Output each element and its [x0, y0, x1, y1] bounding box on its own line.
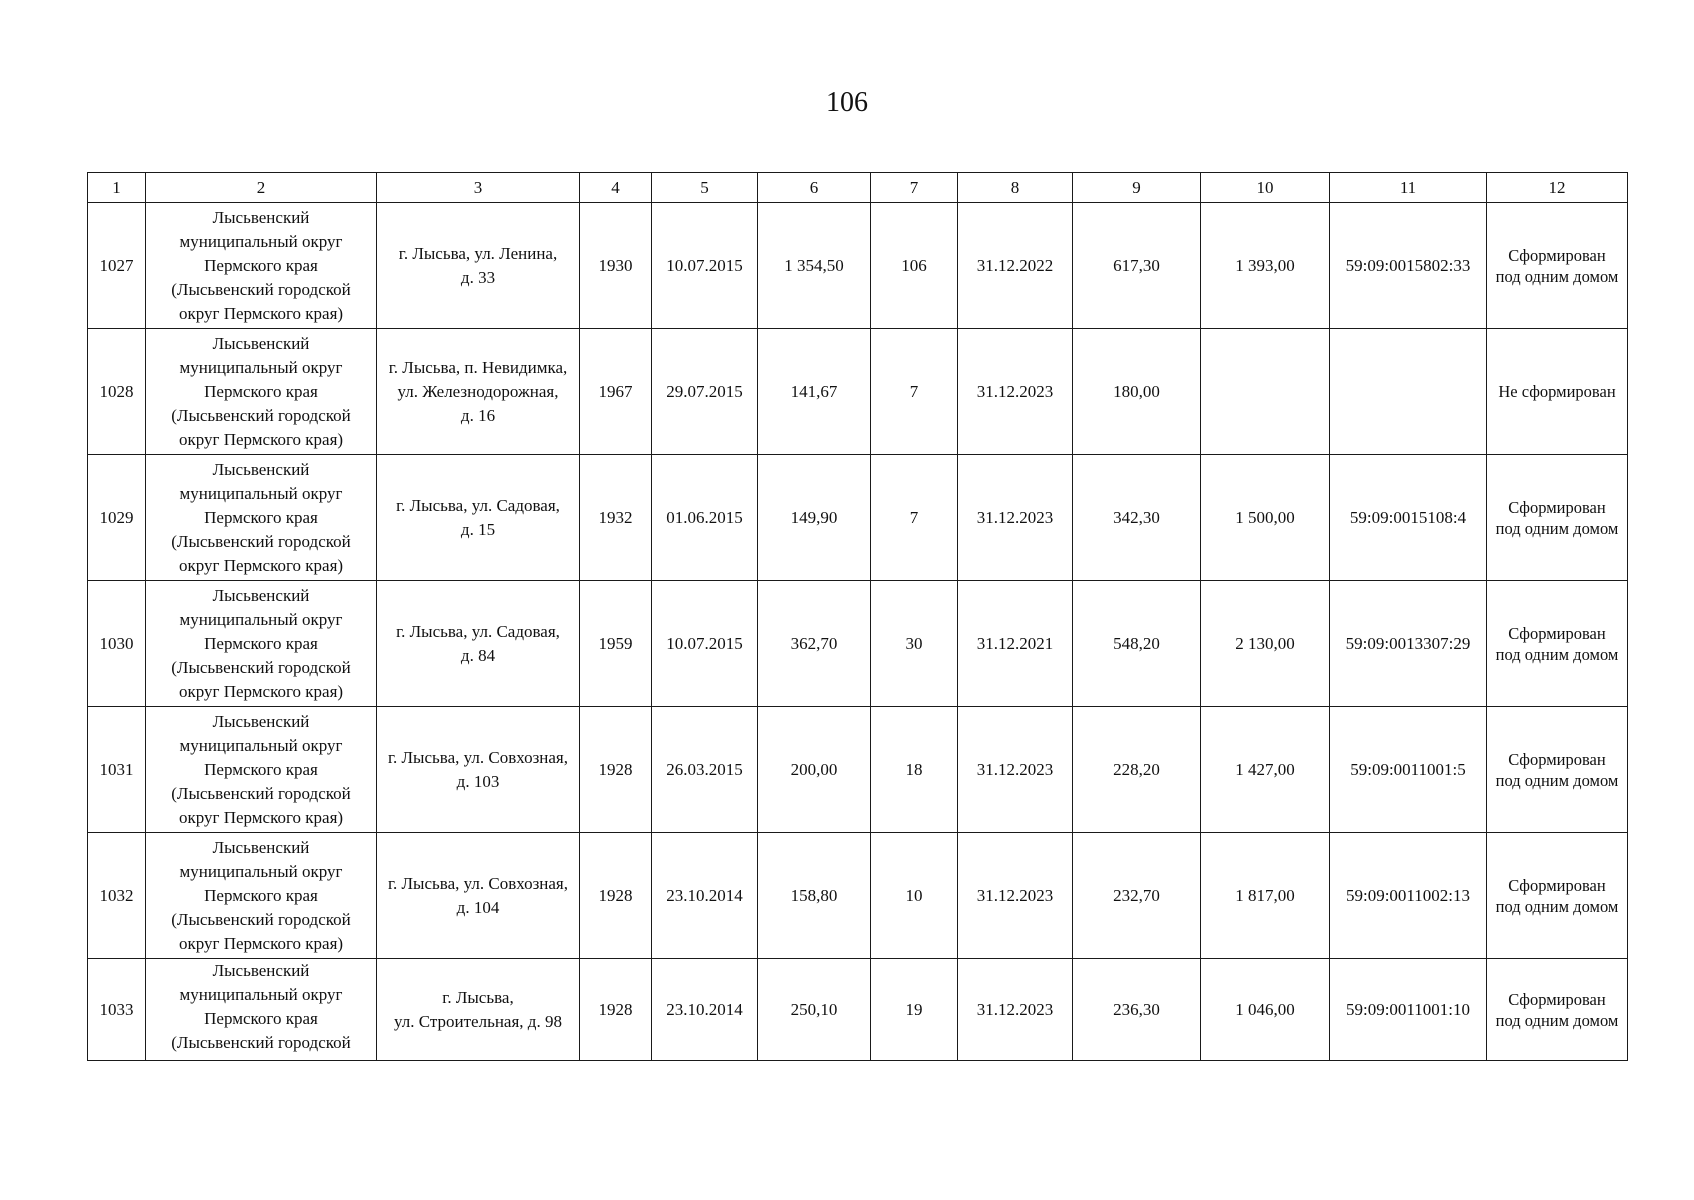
area-cell: 617,30 — [1073, 203, 1201, 329]
count-cell: 10 — [871, 833, 958, 959]
header-row — [88, 173, 1628, 203]
status-cell: Сформирован под одним домом — [1487, 959, 1628, 1061]
municipality-cell: Лысьвенский муниципальный округ Пермского края (Лысьвенский городской округ Пермского края) — [146, 833, 377, 959]
column-number-header — [88, 173, 1628, 203]
address-cell: г. Лысьва, ул. Садовая, д. 15 — [377, 455, 580, 581]
year-cell: 1967 — [580, 329, 652, 455]
column-header: 11 — [1330, 173, 1487, 203]
year-cell: 1928 — [580, 707, 652, 833]
column-header: 4 — [580, 173, 652, 203]
table-row — [88, 581, 1628, 707]
housing-register-table — [87, 172, 1628, 1061]
table-row — [88, 203, 1628, 329]
count-cell: 18 — [871, 707, 958, 833]
status-cell: Сформирован под одним домом — [1487, 455, 1628, 581]
cadastral-number-cell: 59:09:0011002:13 — [1330, 833, 1487, 959]
date-cell: 01.06.2015 — [652, 455, 758, 581]
cadastral-number-cell: 59:09:0011001:10 — [1330, 959, 1487, 1061]
municipality-cell: Лысьвенский муниципальный округ Пермского края (Лысьвенский городской округ Пермского края) — [146, 707, 377, 833]
deadline-cell: 31.12.2021 — [958, 581, 1073, 707]
status-cell: Сформирован под одним домом — [1487, 707, 1628, 833]
year-cell: 1930 — [580, 203, 652, 329]
area-cell: 180,00 — [1073, 329, 1201, 455]
area-cell: 548,20 — [1073, 581, 1201, 707]
status-cell: Сформирован под одним домом — [1487, 581, 1628, 707]
row-number-cell: 1031 — [88, 707, 146, 833]
count-cell: 30 — [871, 581, 958, 707]
land-area-cell: 2 130,00 — [1201, 581, 1330, 707]
column-header: 6 — [758, 173, 871, 203]
address-cell: г. Лысьва, ул. Садовая, д. 84 — [377, 581, 580, 707]
column-header: 3 — [377, 173, 580, 203]
deadline-cell: 31.12.2023 — [958, 833, 1073, 959]
area-cell: 149,90 — [758, 455, 871, 581]
column-header: 1 — [88, 173, 146, 203]
date-cell: 10.07.2015 — [652, 581, 758, 707]
year-cell: 1959 — [580, 581, 652, 707]
land-area-cell: 1 427,00 — [1201, 707, 1330, 833]
page-number: 106 — [826, 87, 868, 118]
address-cell: г. Лысьва, ул. Ленина, д. 33 — [377, 203, 580, 329]
area-cell: 236,30 — [1073, 959, 1201, 1061]
deadline-cell: 31.12.2022 — [958, 203, 1073, 329]
land-area-cell: 1 046,00 — [1201, 959, 1330, 1061]
table-row — [88, 455, 1628, 581]
count-cell: 7 — [871, 329, 958, 455]
count-cell: 7 — [871, 455, 958, 581]
municipality-cell: Лысьвенский муниципальный округ Пермского края (Лысьвенский городской округ Пермского края) — [146, 203, 377, 329]
table-row — [88, 833, 1628, 959]
row-number-cell: 1030 — [88, 581, 146, 707]
row-number-cell: 1029 — [88, 455, 146, 581]
area-cell: 232,70 — [1073, 833, 1201, 959]
area-cell: 362,70 — [758, 581, 871, 707]
cadastral-number-cell: 59:09:0015108:4 — [1330, 455, 1487, 581]
row-number-cell: 1027 — [88, 203, 146, 329]
count-cell: 106 — [871, 203, 958, 329]
municipality-cell: Лысьвенский муниципальный округ Пермского края (Лысьвенский городской округ Пермского края) — [146, 581, 377, 707]
year-cell: 1928 — [580, 833, 652, 959]
area-cell: 228,20 — [1073, 707, 1201, 833]
deadline-cell: 31.12.2023 — [958, 329, 1073, 455]
deadline-cell: 31.12.2023 — [958, 707, 1073, 833]
area-cell: 1 354,50 — [758, 203, 871, 329]
area-cell: 158,80 — [758, 833, 871, 959]
deadline-cell: 31.12.2023 — [958, 455, 1073, 581]
column-header: 10 — [1201, 173, 1330, 203]
count-cell: 19 — [871, 959, 958, 1061]
table-row — [88, 707, 1628, 833]
cadastral-number-cell: 59:09:0013307:29 — [1330, 581, 1487, 707]
address-cell: г. Лысьва, п. Невидимка, ул. Железнодорожная, д. 16 — [377, 329, 580, 455]
column-header: 2 — [146, 173, 377, 203]
date-cell: 23.10.2014 — [652, 833, 758, 959]
row-number-cell: 1032 — [88, 833, 146, 959]
column-header: 9 — [1073, 173, 1201, 203]
address-cell: г. Лысьва, ул. Строительная, д. 98 — [377, 959, 580, 1061]
column-header: 8 — [958, 173, 1073, 203]
table-row — [88, 959, 1628, 1061]
row-number-cell: 1033 — [88, 959, 146, 1061]
date-cell: 26.03.2015 — [652, 707, 758, 833]
status-cell: Сформирован под одним домом — [1487, 203, 1628, 329]
land-area-cell: 1 393,00 — [1201, 203, 1330, 329]
municipality-cell: Лысьвенский муниципальный округ Пермского края (Лысьвенский городской округ Пермского края) — [146, 455, 377, 581]
municipality-cell: Лысьвенский муниципальный округ Пермского края (Лысьвенский городской — [146, 959, 377, 1061]
land-area-cell — [1201, 329, 1330, 455]
address-cell: г. Лысьва, ул. Совхозная, д. 104 — [377, 833, 580, 959]
land-area-cell: 1 817,00 — [1201, 833, 1330, 959]
deadline-cell: 31.12.2023 — [958, 959, 1073, 1061]
status-cell: Сформирован под одним домом — [1487, 833, 1628, 959]
column-header: 5 — [652, 173, 758, 203]
area-cell: 200,00 — [758, 707, 871, 833]
cadastral-number-cell: 59:09:0011001:5 — [1330, 707, 1487, 833]
area-cell: 141,67 — [758, 329, 871, 455]
year-cell: 1932 — [580, 455, 652, 581]
table-row — [88, 329, 1628, 455]
column-header: 7 — [871, 173, 958, 203]
date-cell: 10.07.2015 — [652, 203, 758, 329]
municipality-cell: Лысьвенский муниципальный округ Пермского края (Лысьвенский городской округ Пермского края) — [146, 329, 377, 455]
status-cell: Не сформирован — [1487, 329, 1628, 455]
row-number-cell: 1028 — [88, 329, 146, 455]
date-cell: 29.07.2015 — [652, 329, 758, 455]
area-cell: 342,30 — [1073, 455, 1201, 581]
land-area-cell: 1 500,00 — [1201, 455, 1330, 581]
column-header: 12 — [1487, 173, 1628, 203]
date-cell: 23.10.2014 — [652, 959, 758, 1061]
year-cell: 1928 — [580, 959, 652, 1061]
area-cell: 250,10 — [758, 959, 871, 1061]
cadastral-number-cell — [1330, 329, 1487, 455]
address-cell: г. Лысьва, ул. Совхозная, д. 103 — [377, 707, 580, 833]
cadastral-number-cell: 59:09:0015802:33 — [1330, 203, 1487, 329]
